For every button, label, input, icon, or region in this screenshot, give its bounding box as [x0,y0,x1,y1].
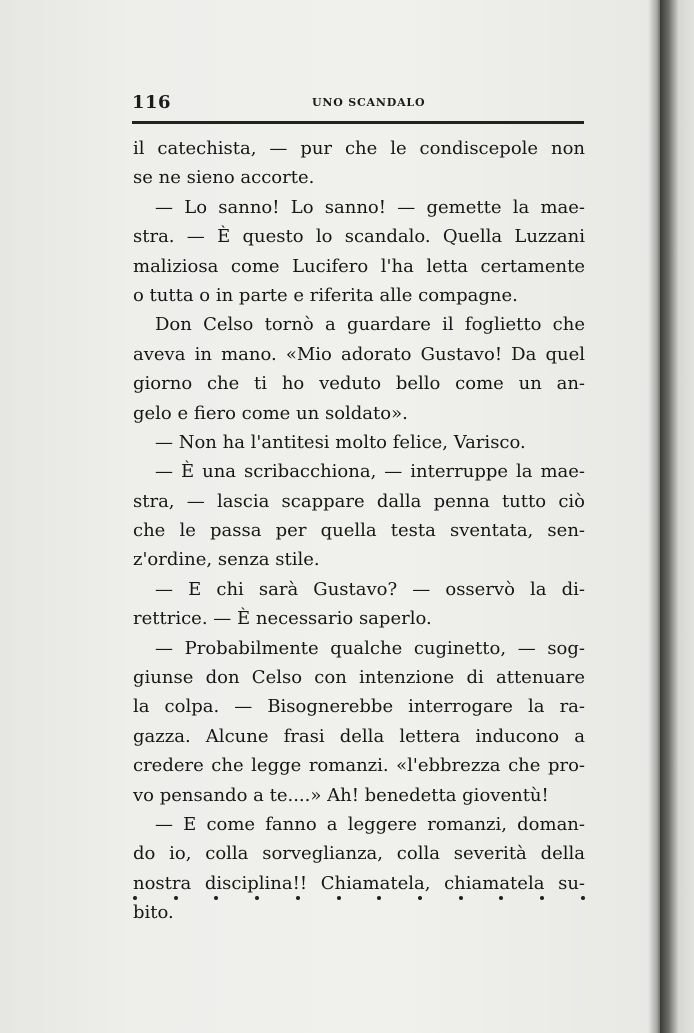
text-line: giunse don Celso con intenzione di attenuare [133,667,585,689]
text-line: z'ordine, senza stile. [133,549,320,571]
running-header [132,92,584,114]
page-number: 116 [132,92,172,113]
text-line: — Non ha l'antitesi molto felice, Varisco. [155,431,526,453]
text-line: — Lo sanno! Lo sanno! — gemette la mae- [155,196,585,218]
text-line: — È una scribacchiona, — interruppe la mae- [155,461,585,483]
ellipsis-dot [133,896,137,900]
ellipsis-dot [581,896,585,900]
running-title: UNO SCANDALO [312,96,426,109]
text-line: Don Celso tornò a guardare il foglietto che [155,314,585,336]
text-line: vo pensando a te....» Ah! benedetta gioventù! [133,784,549,806]
text-line: rettrice. — È necessario saperlo. [133,608,432,630]
ellipsis-dot [255,896,259,900]
ellipsis-dot [174,896,178,900]
ellipsis-dot [540,896,544,900]
text-line: il catechista, — pur che le condiscepole non [133,138,585,159]
text-line: se ne sieno accorte. [133,167,315,189]
text-line: bito. [133,902,174,924]
ellipsis-dot [296,896,300,900]
ellipsis-dot [337,896,341,900]
text-line: gazza. Alcune frasi della lettera inducono a [133,725,585,747]
text-line: gelo e fiero come un soldato». [133,402,408,424]
section-break-dots [133,896,585,900]
text-line: nostra disciplina!! Chiamatela, chiamatela su- [133,872,585,894]
text-line: aveva in mano. «Mio adorato Gustavo! Da quel [133,343,585,365]
text-line: giorno che ti ho veduto bello come un an- [133,373,585,395]
ellipsis-dot [418,896,422,900]
page-fore-edge [660,0,694,1033]
text-line: credere che legge romanzi. «l'ebbrezza che pro- [133,755,585,777]
ellipsis-dot [377,896,381,900]
body-text [133,134,585,928]
text-line: do io, colla sorveglianza, colla severità della [133,843,585,865]
ellipsis-dot [459,896,463,900]
text-line: la colpa. — Bisognerebbe interrogare la ra- [133,696,585,718]
text-line: maliziosa come Lucifero l'ha letta certamente [133,255,585,277]
text-line: — Probabilmente qualche cuginetto, — sog- [155,637,585,659]
text-line: — E come fanno a leggere romanzi, doman- [155,813,585,835]
text-line: o tutta o in parte e riferita alle compagne. [133,284,518,306]
text-line: che le passa per quella testa sventata, sen- [133,520,585,542]
text-line: — E chi sarà Gustavo? — osservò la di- [155,578,585,600]
text-line: stra. — È questo lo scandalo. Quella Luzzani [133,226,585,248]
ellipsis-dot [499,896,503,900]
text-line: stra, — lascia scappare dalla penna tutto ciò [133,490,585,512]
ellipsis-dot [214,896,218,900]
header-rule [132,121,584,124]
